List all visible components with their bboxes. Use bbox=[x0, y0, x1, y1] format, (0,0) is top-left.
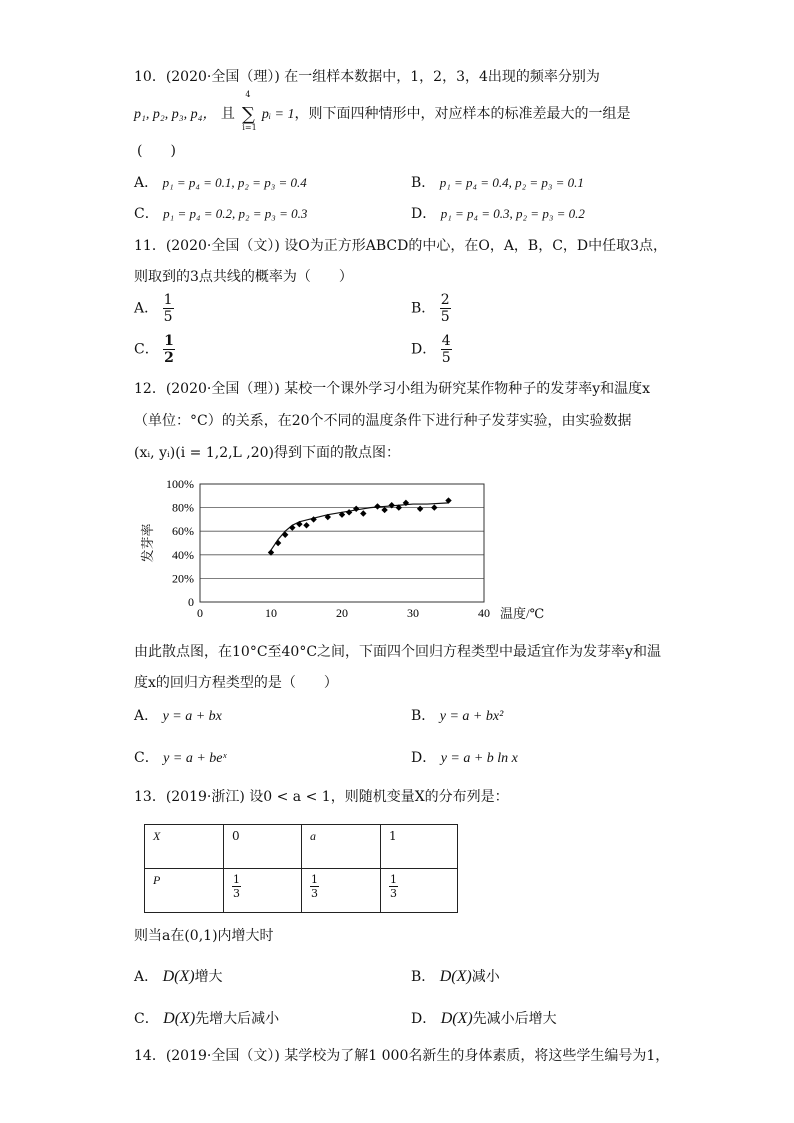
option-letter: A． bbox=[134, 969, 159, 985]
table-cell: P bbox=[145, 869, 224, 913]
y-tick-label: 100% bbox=[166, 477, 194, 491]
option-letter: C． bbox=[134, 206, 159, 222]
fraction: $\frac{4}{5}$ bbox=[441, 333, 451, 366]
option-letter: B． bbox=[411, 708, 436, 724]
table-row bbox=[145, 869, 458, 913]
option-text: p₁ = p₄ = 0.1, p₂ = p₃ = 0.4 bbox=[162, 175, 307, 190]
q10-sum-expr: pᵢ = 1 bbox=[261, 107, 295, 122]
q12-stem-line5: 度x的回归方程类型的是（ ） bbox=[134, 675, 338, 691]
table-cell bbox=[381, 869, 458, 913]
option-text: y = a + bx bbox=[162, 709, 222, 724]
fraction: $\frac{1}{3}$ bbox=[311, 873, 318, 900]
option-letter: D． bbox=[411, 341, 437, 358]
data-point bbox=[346, 509, 352, 515]
q14-stem-line1: 14．(2019·全国（文）) 某学校为了解1 000名新生的身体素质，将这些学生编号为1， bbox=[134, 1048, 670, 1064]
option-expr: D(X) bbox=[162, 968, 195, 985]
distribution-table bbox=[144, 824, 458, 913]
q11-option-c[interactable] bbox=[134, 333, 175, 366]
data-point bbox=[303, 522, 309, 528]
x-axis-label: 温度/℃ bbox=[500, 606, 545, 621]
x-tick-label: 30 bbox=[407, 606, 419, 620]
y-tick-label: 60% bbox=[172, 524, 194, 539]
option-letter: A． bbox=[134, 300, 159, 317]
q13-option-a[interactable] bbox=[134, 966, 223, 986]
data-point bbox=[360, 510, 366, 516]
data-point bbox=[275, 540, 281, 546]
data-point bbox=[417, 506, 423, 512]
fraction: $\frac{1}{3}$ bbox=[390, 873, 397, 900]
q11-option-d[interactable] bbox=[411, 333, 452, 366]
table-cell bbox=[224, 869, 302, 913]
q10-stem-rest: ，则下面四种情形中，对应样本的标准差最大的一组是 bbox=[294, 106, 631, 122]
q10-p-list: p₁, p₂, p₃, p₄， bbox=[134, 107, 217, 122]
data-points bbox=[268, 497, 452, 555]
data-point bbox=[374, 503, 380, 509]
y-tick-label: 40% bbox=[172, 547, 194, 562]
sum-lower-limit: i=1 bbox=[242, 122, 257, 132]
q11-stem-line2: 则取到的3点共线的概率为（ ） bbox=[134, 269, 353, 285]
data-point bbox=[282, 532, 288, 538]
y-tick-labels bbox=[166, 477, 194, 609]
data-point bbox=[296, 521, 302, 527]
option-letter: A． bbox=[134, 175, 159, 191]
q10-option-c[interactable] bbox=[134, 203, 307, 223]
option-letter: B． bbox=[411, 969, 436, 985]
q10-and: 且 bbox=[220, 106, 235, 122]
q12-stem-line3: (xᵢ, yᵢ)(i = 1,2,L ,20)得到下面的散点图： bbox=[134, 445, 401, 461]
table-cell: 0 bbox=[224, 825, 302, 869]
table-cell: 1 bbox=[381, 825, 458, 869]
q11-option-a[interactable] bbox=[134, 292, 174, 325]
data-point bbox=[289, 524, 295, 530]
y-axis-label: 发芽率 bbox=[140, 523, 155, 563]
y-tick-label: 20% bbox=[172, 571, 194, 586]
option-expr: D(X) bbox=[439, 968, 472, 985]
option-text: y = a + beˣ bbox=[163, 751, 227, 766]
table-cell: a bbox=[302, 825, 381, 869]
option-text: 减小 bbox=[471, 969, 500, 985]
x-tick-label: 0 bbox=[197, 606, 203, 620]
q13-stem-line2: 则当a在(0,1)内增大时 bbox=[134, 928, 274, 944]
option-text: 增大 bbox=[194, 969, 223, 985]
option-letter: D． bbox=[411, 206, 437, 222]
option-letter: B． bbox=[411, 300, 436, 317]
option-text: 先增大后减小 bbox=[195, 1011, 280, 1027]
q13-option-d[interactable] bbox=[411, 1008, 557, 1028]
data-point bbox=[431, 504, 437, 510]
option-text: p₁ = p₄ = 0.3, p₂ = p₃ = 0.2 bbox=[440, 206, 585, 221]
option-expr: D(X) bbox=[440, 1010, 473, 1027]
option-letter: D． bbox=[411, 750, 437, 766]
y-tick-label: 0 bbox=[188, 595, 194, 609]
chart-gridlines bbox=[200, 508, 484, 579]
table-cell bbox=[302, 869, 381, 913]
option-text: p₁ = p₄ = 0.4, p₂ = p₃ = 0.1 bbox=[439, 175, 584, 190]
option-text: 先减小后增大 bbox=[472, 1011, 557, 1027]
q13-option-c[interactable] bbox=[134, 1008, 279, 1028]
option-letter: C． bbox=[134, 1011, 159, 1027]
q12-option-d[interactable] bbox=[411, 747, 518, 767]
option-letter: D． bbox=[411, 1011, 437, 1027]
q11-stem-line1: 11．(2020·全国（文）) 设O为正方形ABCD的中心，在O，A，B，C，D中任取3点， bbox=[134, 238, 668, 254]
q10-option-d[interactable] bbox=[411, 203, 585, 223]
fraction: $\frac{1}{3}$ bbox=[233, 873, 240, 900]
q12-stem-line4: 由此散点图，在10°C至40°C之间，下面四个回归方程类型中最适宜作为发芽率y和温 bbox=[134, 644, 661, 660]
x-tick-labels bbox=[197, 606, 490, 620]
sum-upper-limit: 4 bbox=[245, 89, 251, 99]
fraction: $\frac{2}{5}$ bbox=[440, 292, 450, 325]
q10-summation bbox=[239, 89, 257, 132]
x-tick-label: 40 bbox=[478, 606, 490, 620]
q13-option-b[interactable] bbox=[411, 966, 500, 986]
table-row bbox=[145, 825, 458, 869]
option-expr: D(X) bbox=[163, 1010, 196, 1027]
sum-sign: ∑ bbox=[241, 103, 255, 125]
scatter-plot bbox=[130, 472, 600, 622]
option-text: p₁ = p₄ = 0.2, p₂ = p₃ = 0.3 bbox=[163, 206, 308, 221]
option-letter: A． bbox=[134, 708, 159, 724]
q12-option-c[interactable] bbox=[134, 747, 226, 767]
q10-stem-line2 bbox=[134, 89, 631, 132]
option-letter: C． bbox=[134, 341, 159, 358]
q12-stem-line1: 12．(2020·全国（理）) 某校一个课外学习小组为研究某作物种子的发芽率y和温度x bbox=[134, 381, 651, 397]
y-tick-label: 80% bbox=[172, 500, 194, 515]
q10-option-b[interactable] bbox=[411, 172, 584, 192]
q10-stem-line1: 10．(2020·全国（理）) 在一组样本数据中，1，2，3，4出现的频率分别为 bbox=[134, 69, 600, 85]
q10-option-a[interactable] bbox=[134, 172, 307, 192]
option-text: y = a + bx² bbox=[439, 709, 504, 724]
q13-stem-line1: 13．(2019·浙江) 设0 < a < 1，则随机变量X的分布列是： bbox=[134, 789, 509, 805]
table-cell: X bbox=[145, 825, 224, 869]
fraction: $\frac{1}{2}$ bbox=[164, 333, 174, 366]
data-point bbox=[353, 506, 359, 512]
q11-option-b[interactable] bbox=[411, 292, 451, 325]
option-text: y = a + b ln x bbox=[440, 751, 518, 766]
plot-frame bbox=[200, 484, 484, 602]
q10-answer-paren: ( ) bbox=[137, 143, 176, 159]
q12-option-b[interactable] bbox=[411, 705, 503, 725]
fraction: $\frac{1}{5}$ bbox=[163, 292, 173, 325]
q12-option-a[interactable] bbox=[134, 705, 222, 725]
option-letter: C． bbox=[134, 750, 159, 766]
x-tick-label: 20 bbox=[336, 606, 348, 620]
x-tick-label: 10 bbox=[265, 606, 277, 620]
q12-stem-line2: （单位：°C）的关系，在20个不同的温度条件下进行种子发芽实验，由实验数据 bbox=[134, 413, 632, 429]
option-letter: B． bbox=[411, 175, 436, 191]
